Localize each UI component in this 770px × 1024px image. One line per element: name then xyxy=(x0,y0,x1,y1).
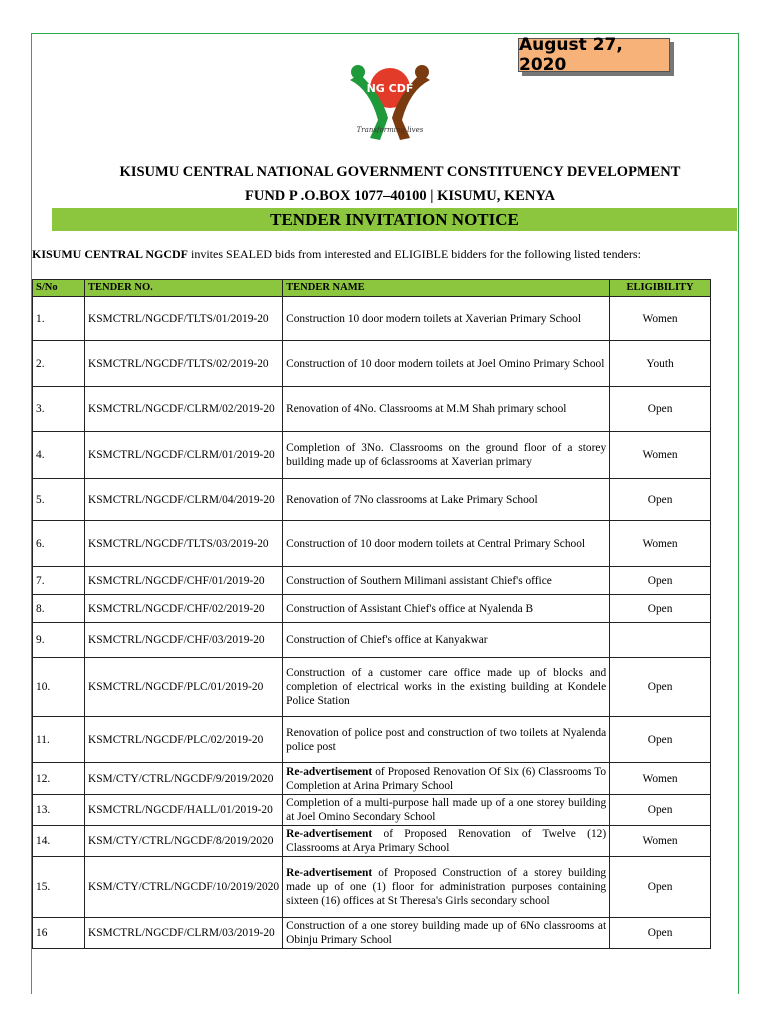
tender-sn: 11. xyxy=(33,717,85,763)
tender-number: KSMCTRL/NGCDF/CLRM/02/2019-20 xyxy=(85,387,283,432)
tender-number: KSM/CTY/CTRL/NGCDF/10/2019/2020 xyxy=(85,857,283,918)
tender-sn: 12. xyxy=(33,763,85,795)
tender-name-text: Completion of 3No. Classrooms on the ground floor of a storey building made up of 6classrooms at Xaverian primary xyxy=(286,442,607,468)
tender-name-text: of Proposed Renovation of Twelve (12) Classrooms at Arya Primary School xyxy=(286,828,607,854)
header-tender-name: TENDER NAME xyxy=(283,280,610,297)
notice-banner: TENDER INVITATION NOTICE xyxy=(52,208,737,231)
tender-name-text: Construction of 10 door modern toilets at Joel Omino Primary School xyxy=(286,357,605,370)
tender-number: KSMCTRL/NGCDF/CLRM/03/2019-20 xyxy=(85,918,283,949)
logo-text: NG CDF xyxy=(366,82,414,95)
tender-number: KSMCTRL/NGCDF/TLTS/03/2019-20 xyxy=(85,521,283,567)
tender-number: KSM/CTY/CTRL/NGCDF/9/2019/2020 xyxy=(85,763,283,795)
date-label: August 27, 2020 xyxy=(518,38,670,72)
tender-name xyxy=(283,521,610,567)
tender-eligibility: Open xyxy=(610,567,711,595)
tender-name xyxy=(283,479,610,521)
tender-name xyxy=(283,595,610,623)
tender-eligibility: Open xyxy=(610,717,711,763)
header-eligibility: ELIGIBILITY xyxy=(610,280,711,297)
tender-number: KSMCTRL/NGCDF/CHF/03/2019-20 xyxy=(85,623,283,658)
logo-motto: Transforming lives xyxy=(356,126,424,134)
tender-sn: 14. xyxy=(33,826,85,857)
tender-sn: 3. xyxy=(33,387,85,432)
tender-table xyxy=(32,279,711,949)
tender-eligibility: Women xyxy=(610,826,711,857)
tender-name xyxy=(283,763,610,795)
ngcdf-logo xyxy=(330,60,450,150)
tender-eligibility: Open xyxy=(610,387,711,432)
tender-number: KSMCTRL/NGCDF/CHF/01/2019-20 xyxy=(85,567,283,595)
org-line-2: FUND P .O.BOX 1077–40100 | KISUMU, KENYA xyxy=(245,188,555,204)
readvertisement-label: Re-advertisement xyxy=(286,765,373,778)
tender-sn: 16 xyxy=(33,918,85,949)
readvertisement-label: Re-advertisement xyxy=(286,867,373,879)
tender-sn: 5. xyxy=(33,479,85,521)
tender-name xyxy=(283,387,610,432)
tender-eligibility: Youth xyxy=(610,341,711,387)
table-row xyxy=(33,521,711,567)
tender-sn: 9. xyxy=(33,623,85,658)
table-row xyxy=(33,297,711,341)
tender-number: KSMCTRL/NGCDF/PLC/02/2019-20 xyxy=(85,717,283,763)
table-row xyxy=(33,717,711,763)
table-row xyxy=(33,658,711,717)
tender-eligibility: Open xyxy=(610,918,711,949)
table-row xyxy=(33,795,711,826)
table-row xyxy=(33,432,711,479)
table-row xyxy=(33,567,711,595)
tender-number: KSMCTRL/NGCDF/PLC/01/2019-20 xyxy=(85,658,283,717)
table-row xyxy=(33,763,711,795)
table-header-row xyxy=(33,280,711,297)
header-tender-no: TENDER NO. xyxy=(85,280,283,297)
tender-sn: 1. xyxy=(33,297,85,341)
intro-paragraph xyxy=(32,248,722,261)
intro-org: KISUMU CENTRAL NGCDF xyxy=(32,247,189,261)
tender-name xyxy=(283,918,610,949)
tender-sn: 15. xyxy=(33,857,85,918)
tender-name-text: of Proposed Renovation Of Six (6) Classrooms To Completion at Arina Primary School xyxy=(286,765,607,792)
tender-name xyxy=(283,795,610,826)
tender-sn: 4. xyxy=(33,432,85,479)
table-row xyxy=(33,479,711,521)
tender-name-text: Renovation of police post and construction of two toilets at Nyalenda police post xyxy=(286,726,607,753)
tender-name-text: Construction of 10 door modern toilets at Central Primary School xyxy=(286,537,586,550)
tender-name-text: Completion of a multi-purpose hall made up of a one storey building at Joel Omino Secondary School xyxy=(286,797,607,823)
tender-name-text: of Proposed Construction of a storey building made up of one (1) floor for administration purposes containing sixteen (16) offices at St Theresa's Girls secondary school xyxy=(286,867,607,907)
table-row xyxy=(33,341,711,387)
org-line-1: KISUMU CENTRAL NATIONAL GOVERNMENT CONSTITUENCY DEVELOPMENT xyxy=(119,164,681,180)
table-row xyxy=(33,918,711,949)
tender-eligibility: Women xyxy=(610,763,711,795)
tender-number: KSM/CTY/CTRL/NGCDF/8/2019/2020 xyxy=(85,826,283,857)
tender-name-text: Construction of a customer care office made up of blocks and completion of electrical works in the existing building at Kondele Police Station xyxy=(286,667,607,707)
table-row xyxy=(33,826,711,857)
tender-number: KSMCTRL/NGCDF/TLTS/01/2019-20 xyxy=(85,297,283,341)
table-row xyxy=(33,623,711,658)
tender-number: KSMCTRL/NGCDF/TLTS/02/2019-20 xyxy=(85,341,283,387)
tender-name xyxy=(283,623,610,658)
tender-sn: 6. xyxy=(33,521,85,567)
tender-name xyxy=(283,658,610,717)
tender-sn: 13. xyxy=(33,795,85,826)
tender-name-text: Renovation of 4No. Classrooms at M.M Shah primary school xyxy=(286,403,567,415)
table-row xyxy=(33,857,711,918)
tender-name xyxy=(283,857,610,918)
tender-name-text: Renovation of 7No classrooms at Lake Primary School xyxy=(286,493,538,506)
intro-text: invites SEALED bids from interested and ELIGIBLE bidders for the following listed tenders: xyxy=(188,247,641,261)
tender-eligibility: Women xyxy=(610,297,711,341)
tender-name-text: Construction of Assistant Chief's office at Nyalenda B xyxy=(286,602,534,615)
tender-eligibility: Open xyxy=(610,479,711,521)
tender-eligibility: Women xyxy=(610,432,711,479)
table-row xyxy=(33,387,711,432)
tender-number: KSMCTRL/NGCDF/CHF/02/2019-20 xyxy=(85,595,283,623)
tender-sn: 7. xyxy=(33,567,85,595)
readvertisement-label: Re-advertisement xyxy=(286,828,373,840)
tender-eligibility: Open xyxy=(610,795,711,826)
tender-eligibility: Open xyxy=(610,857,711,918)
tender-name-text: Construction of Chief's office at Kanyakwar xyxy=(286,634,488,646)
header-sn: S/No xyxy=(33,280,85,297)
tender-eligibility: Open xyxy=(610,658,711,717)
organization-header xyxy=(40,160,760,208)
tender-sn: 2. xyxy=(33,341,85,387)
tender-eligibility: Open xyxy=(610,595,711,623)
tender-name xyxy=(283,297,610,341)
tender-number: KSMCTRL/NGCDF/CLRM/04/2019-20 xyxy=(85,479,283,521)
tender-sn: 10. xyxy=(33,658,85,717)
tender-name-text: Construction 10 door modern toilets at Xaverian Primary School xyxy=(286,312,581,325)
tender-sn: 8. xyxy=(33,595,85,623)
tender-number: KSMCTRL/NGCDF/HALL/01/2019-20 xyxy=(85,795,283,826)
tender-number: KSMCTRL/NGCDF/CLRM/01/2019-20 xyxy=(85,432,283,479)
tender-name xyxy=(283,341,610,387)
tender-name-text: Construction of Southern Milimani assistant Chief's office xyxy=(286,574,552,587)
tender-name xyxy=(283,432,610,479)
tender-eligibility xyxy=(610,623,711,658)
tender-name xyxy=(283,826,610,857)
tender-name-text: Construction of a one storey building made up of 6No classrooms at Obinju Primary School xyxy=(286,920,607,946)
tender-name xyxy=(283,717,610,763)
tender-name xyxy=(283,567,610,595)
tender-eligibility: Women xyxy=(610,521,711,567)
table-row xyxy=(33,595,711,623)
